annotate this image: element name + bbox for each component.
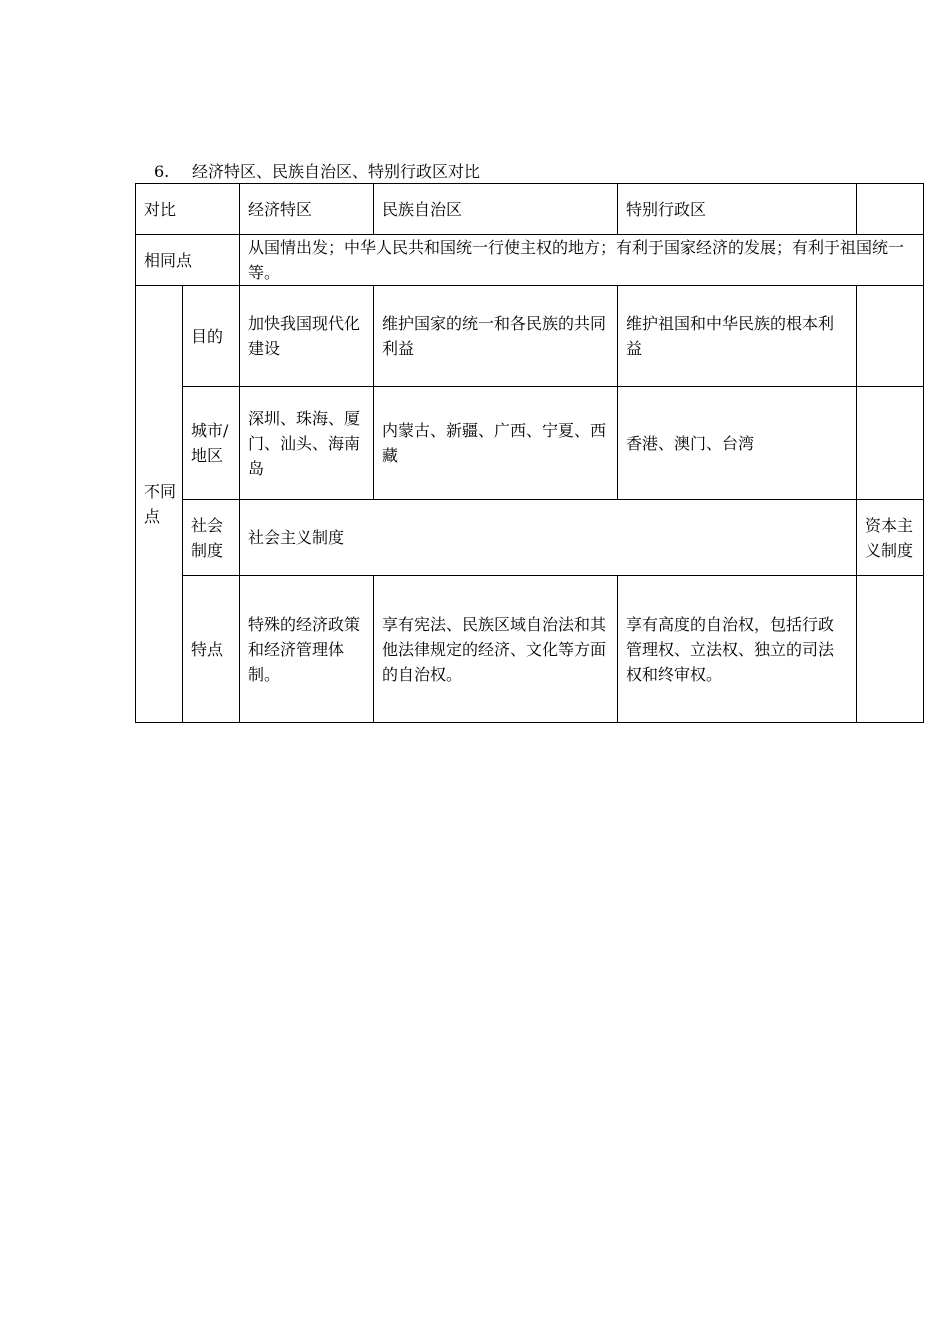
- header-sez: 经济特区: [240, 184, 374, 235]
- system-row: [136, 500, 924, 576]
- header-compare: 对比: [136, 184, 240, 235]
- section-title: 经济特区、民族自治区、特别行政区对比: [192, 162, 481, 181]
- cities-sez: 深圳、珠海、厦门、汕头、海南岛: [240, 387, 374, 500]
- similarity-label: 相同点: [136, 235, 240, 286]
- cities-label: 城市/地区: [183, 387, 240, 500]
- features-sez: 特殊的经济政策和经济管理体制。: [240, 576, 374, 723]
- system-sar: 资本主义制度: [857, 500, 924, 576]
- table-header-row: [136, 184, 924, 235]
- similarity-row: [136, 235, 924, 286]
- difference-label: 不同点: [136, 286, 183, 723]
- features-row: [136, 576, 924, 723]
- purpose-extra: [857, 286, 924, 387]
- purpose-ethnic: 维护国家的统一和各民族的共同利益: [374, 286, 618, 387]
- header-extra: [857, 184, 924, 235]
- comparison-table: [135, 183, 924, 723]
- section-number: 6.: [154, 162, 170, 181]
- features-label: 特点: [183, 576, 240, 723]
- features-sar: 享有高度的自治权，包括行政管理权、立法权、独立的司法权和终审权。: [618, 576, 857, 723]
- cities-extra: [857, 387, 924, 500]
- purpose-row: [136, 286, 924, 387]
- purpose-sar: 维护祖国和中华民族的根本利益: [618, 286, 857, 387]
- header-sar: 特别行政区: [618, 184, 857, 235]
- system-label: 社会制度: [183, 500, 240, 576]
- cities-row: [136, 387, 924, 500]
- features-ethnic: 享有宪法、民族区域自治法和其他法律规定的经济、文化等方面的自治权。: [374, 576, 618, 723]
- purpose-label: 目的: [183, 286, 240, 387]
- header-ethnic: 民族自治区: [374, 184, 618, 235]
- similarity-text: 从国情出发；中华人民共和国统一行使主权的地方；有利于国家经济的发展；有利于祖国统一等。: [240, 235, 924, 286]
- section-heading: [154, 161, 480, 183]
- purpose-sez: 加快我国现代化建设: [240, 286, 374, 387]
- system-shared: 社会主义制度: [240, 500, 857, 576]
- cities-sar: 香港、澳门、台湾: [618, 387, 857, 500]
- features-extra: [857, 576, 924, 723]
- cities-ethnic: 内蒙古、新疆、广西、宁夏、西藏: [374, 387, 618, 500]
